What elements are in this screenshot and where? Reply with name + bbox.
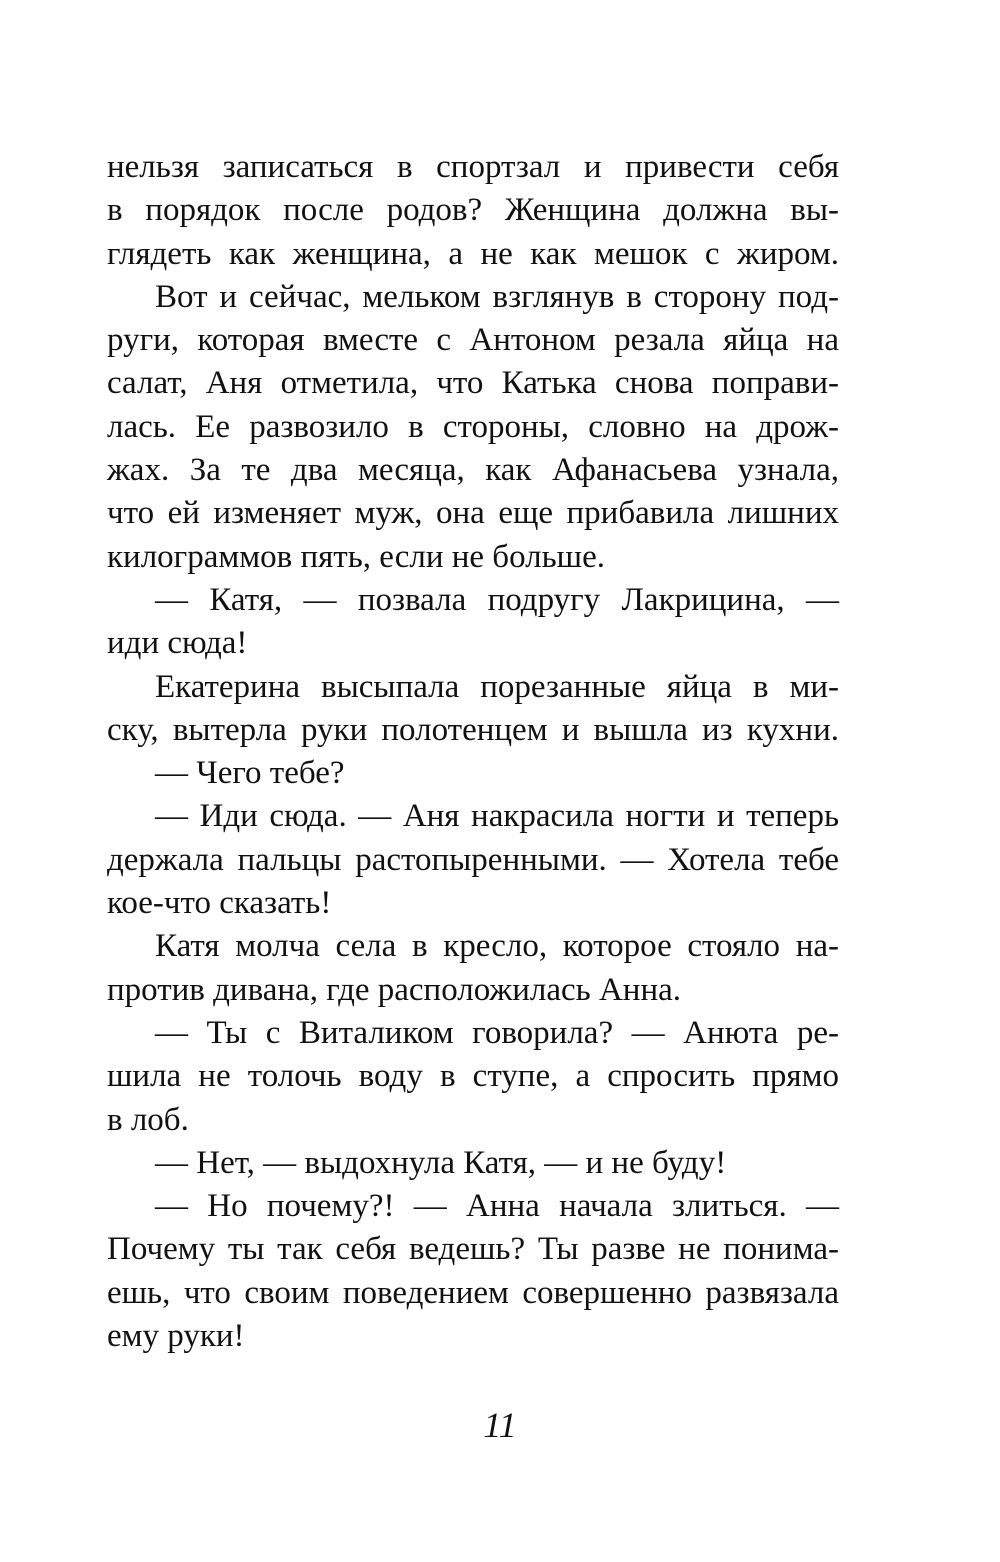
text-line: — Нет, — выдохнула Катя, — и не буду! <box>155 1144 727 1181</box>
text-line: ему руки! <box>107 1318 245 1355</box>
page-number: 11 <box>483 1405 517 1445</box>
body-text <box>107 146 839 1358</box>
text-line: нельзя записаться в спортзал и привести себя <box>107 149 839 185</box>
text-line: — Катя, — позвала подругу Лакрицина, — <box>155 581 839 618</box>
text-line: Вот и сейчас, мельком взглянув в сторону под- <box>155 278 839 315</box>
text-line: — Иди сюда. — Аня накрасила ногти и теперь <box>155 798 839 835</box>
text-line: ешь, что своим поведением совершенно развязала <box>107 1274 839 1311</box>
text-line: килограммов пять, если не больше. <box>107 538 605 575</box>
text-line: лась. Ее развозило в стороны, словно на дрож- <box>107 408 839 445</box>
text-line: иди сюда! <box>107 625 248 662</box>
text-line: Екатерина высыпала порезанные яйца в ми- <box>155 668 839 705</box>
text-line: глядеть как женщина, а не как мешок с жиром. <box>107 235 839 272</box>
text-line: Катя молча села в кресло, которое стояло на- <box>155 928 839 965</box>
text-line: в порядок после родов? Женщина должна вы- <box>107 192 839 229</box>
text-line: руги, которая вместе с Антоном резала яйца на <box>107 322 839 359</box>
text-line: шила не толочь воду в ступе, а спросить прямо <box>107 1058 839 1095</box>
text-line: жах. За те два месяца, как Афанасьева узнала, <box>107 452 839 489</box>
text-line: салат, Аня отметила, что Катька снова поправи- <box>107 365 839 402</box>
text-line: — Чего тебе? <box>155 755 345 792</box>
text-line: держала пальцы растопыренными. — Хотела тебе <box>107 841 839 878</box>
text-line: в лоб. <box>107 1101 189 1138</box>
text-line: — Ты с Виталиком говорила? — Анюта ре- <box>155 1014 839 1051</box>
text-line: против дивана, где расположилась Анна. <box>107 971 682 1008</box>
text-line: — Но почему?! — Анна начала злиться. — <box>155 1188 839 1225</box>
text-line: что ей изменяет муж, она еще прибавила лишних <box>107 495 839 532</box>
text-line: ску, вытерла руки полотенцем и вышла из кухни. <box>107 711 839 748</box>
text-line: Почему ты так себя ведешь? Ты разве не понима- <box>107 1231 839 1268</box>
text-line: кое-что сказать! <box>107 885 332 922</box>
